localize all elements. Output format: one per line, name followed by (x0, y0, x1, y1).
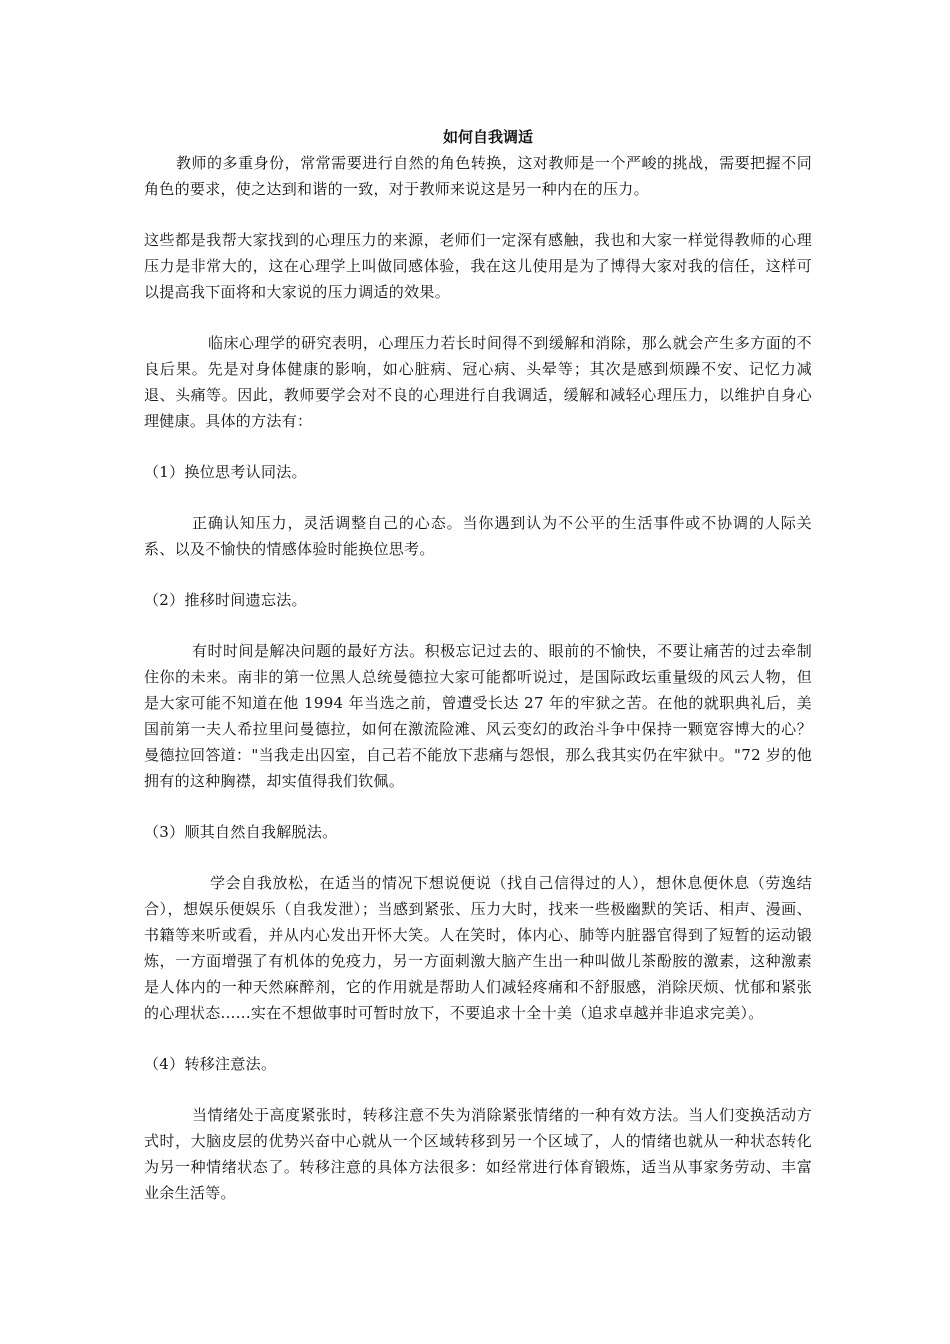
paragraph-gap (144, 434, 812, 459)
paragraph-gap (144, 794, 812, 819)
paragraph-pressure-source: 这些都是我帮大家找到的心理压力的来源，老师们一定深有感触，我也和大家一样觉得教师的心理压力是非常大的，这在心理学上叫做同感体验，我在这儿使用是为了博得大家对我的信任，这样可以提高我下面将和大家说的压力调适的效果。 (144, 231, 812, 301)
method-heading-3: （3）顺其自然自我解脱法。 (144, 823, 338, 841)
paragraph-intro: 教师的多重身份，常常需要进行自然的角色转换，这对教师是一个严峻的挑战，需要把握不同角色的要求，使之达到和谐的一致，对于教师来说这是另一种内在的压力。 (144, 154, 812, 198)
paragraph-gap (144, 1026, 812, 1051)
method-body-4: 当情绪处于高度紧张时，转移注意不失为消除紧张情绪的一种有效方法。当人们变换活动方式时，大脑皮层的优势兴奋中心就从一个区域转移到另一个区域了，人的情绪也就从一种状态转化为另一种情绪状态了。转移注意的具体方法很多：如经常进行体育锻炼，适当从事家务劳动、丰富业余生活等。 (144, 1106, 812, 1202)
method-body-2: 有时时间是解决问题的最好方法。积极忘记过去的、眼前的不愉快，不要让痛苦的过去牵制住你的未来。南非的第一位黑人总统曼德拉大家可能都听说过，是国际政坛重量级的风云人物，但是大家可能不知道在他 1994 年当选之前，曾遭受长达 27 年的牢狱之苦。在他的就职典礼后，美国前第一夫人希拉里问曼德拉，如何在激流险滩、风云变幻的政治斗争中保持一颗宽容博大的心？曼德拉回答道："当我走出囚室，自己若不能放下悲痛与怨恨，那么我其实仍在牢狱中。"72 岁的他拥有的这种胸襟，却实值得我们钦佩。 (144, 642, 812, 790)
paragraph-clinical-research: 临床心理学的研究表明，心理压力若长时间得不到缓解和消除，那么就会产生多方面的不良后果。先是对身体健康的影响，如心脏病、冠心病、头晕等；其次是感到烦躁不安、记忆力减退、头痛等。因此，教师要学会对不良的心理进行自我调适，缓解和减轻心理压力，以维护自身心理健康。具体的方法有： (144, 334, 812, 430)
document-page (144, 124, 812, 1206)
paragraph-gap (144, 845, 812, 870)
method-heading-4: （4）转移注意法。 (144, 1055, 277, 1073)
method-body-1: 正确认知压力，灵活调整自己的心态。当你遇到认为不公平的生活事件或不协调的人际关系、以及不愉快的情感体验时能换位思考。 (144, 514, 812, 558)
method-heading-2: （2）推移时间遗忘法。 (144, 591, 307, 609)
paragraph-gap (144, 613, 812, 638)
paragraph-gap (144, 562, 812, 587)
paragraph-gap (144, 1077, 812, 1102)
paragraph-gap (144, 202, 812, 227)
document-title: 如何自我调适 (442, 128, 533, 146)
method-heading-1: （1）换位思考认同法。 (144, 463, 307, 481)
paragraph-gap (144, 305, 812, 330)
paragraph-gap (144, 485, 812, 510)
method-body-3: 学会自我放松，在适当的情况下想说便说（找自己信得过的人），想休息便休息（劳逸结合），想娱乐便娱乐（自我发泄）；当感到紧张、压力大时，找来一些极幽默的笑话、相声、漫画、书籍等来听或看，并从内心发出开怀大笑。人在笑时，体内心、肺等内脏器官得到了短暂的运动锻炼，一方面增强了有机体的免疫力，另一方面刺激大脑产生出一种叫做儿茶酚胺的激素，这种激素是人体内的一种天然麻醉剂，它的作用就是帮助人们减轻疼痛和不舒服感，消除厌烦、忧郁和紧张的心理状态......实在不想做事时可暂时放下，不要追求十全十美（追求卓越并非追求完美）。 (144, 874, 812, 1022)
